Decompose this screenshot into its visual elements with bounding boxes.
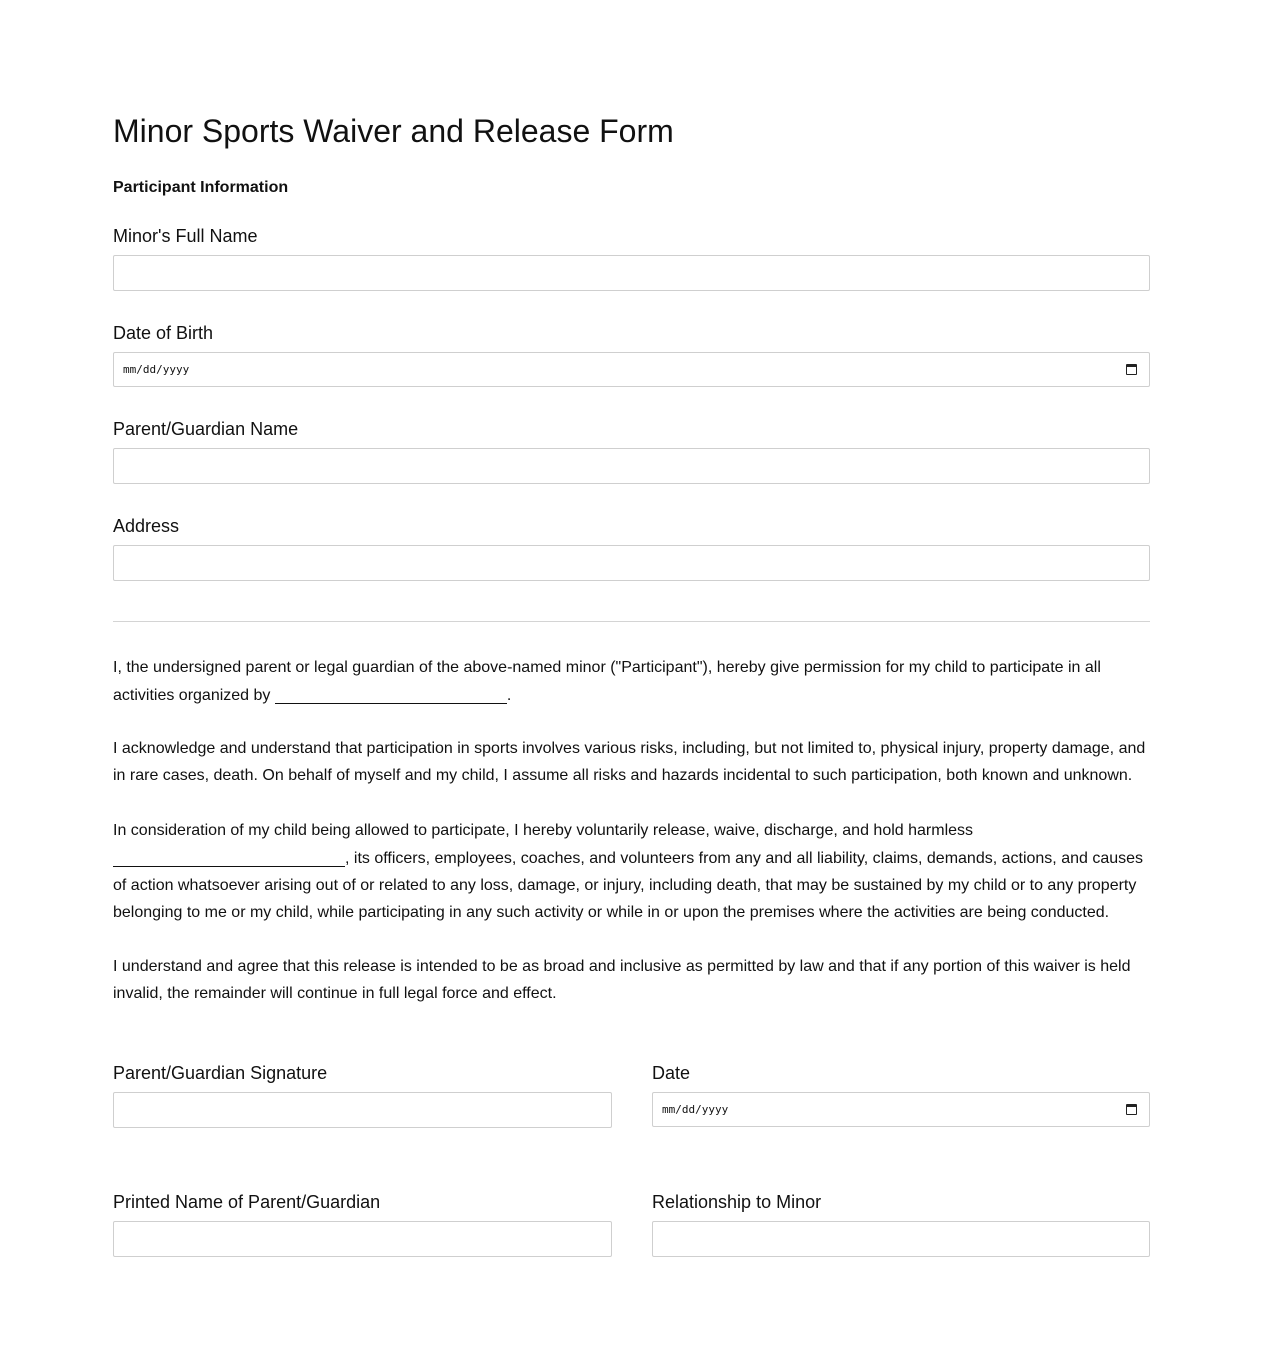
calendar-icon[interactable] [1126, 1104, 1137, 1115]
waiver-paragraph-severability: I understand and agree that this release is intended to be as broad and inclusive as permitted by law and that if any portion of this waiver is held invalid, the remainder will continue in full legal force and effect. [113, 958, 1131, 1002]
date-label-wrap [652, 1062, 690, 1084]
guardian-signature-label: Parent/Guardian Signature [113, 1063, 328, 1083]
guardian-name-label-wrap [113, 418, 298, 440]
calendar-icon[interactable] [1126, 364, 1137, 375]
printed-name-label: Printed Name of Parent/Guardian [113, 1192, 381, 1212]
waiver-paragraph-permission [113, 654, 1150, 709]
relationship-label-wrap [652, 1191, 821, 1213]
dob-placeholder: mm/dd/yyyy [123, 363, 190, 376]
minor-name-label: Minor's Full Name [113, 226, 258, 246]
dob-label-wrap [113, 322, 213, 344]
signature-date-input[interactable] [652, 1092, 1150, 1127]
guardian-signature-input[interactable] [113, 1092, 612, 1128]
page-title: Minor Sports Waiver and Release Form [113, 113, 674, 149]
address-label-wrap [113, 515, 179, 537]
address-label: Address [113, 516, 180, 536]
signature-date-label: Date [652, 1063, 691, 1083]
section-divider [113, 621, 1150, 622]
relationship-input[interactable] [652, 1221, 1150, 1257]
guardian-name-label: Parent/Guardian Name [113, 419, 299, 439]
address-input[interactable] [113, 545, 1150, 581]
minor-name-input[interactable] [113, 255, 1150, 291]
printed-name-label-wrap [113, 1191, 380, 1213]
dob-label: Date of Birth [113, 323, 214, 343]
waiver-p3-text: In consideration of my child being allowed to participate, I hereby voluntarily release, waive, discharge, and hold harmless [113, 822, 974, 839]
waiver-p1-end: . [506, 687, 512, 704]
waiver-p3-rest: , its officers, employees, coaches, and volunteers from any and all liability, claims, demands, actions, and causes of action whatsoever arising out of or related to any loss, damage, or injury, including death, that may be sustained by my child or to any property belonging to me or my child, while participating in any such activity or while in or upon the premises where the activities are being conducted. [113, 850, 1144, 921]
signature-date-placeholder: mm/dd/yyyy [662, 1103, 729, 1116]
guardian-name-input[interactable] [113, 448, 1150, 484]
waiver-p1-text: I, the undersigned parent or legal guardian of the above-named minor ("Participant"), hereby give permission for my child to participate in all activities organized by [113, 659, 1101, 704]
printed-name-input[interactable] [113, 1221, 612, 1257]
waiver-paragraph-release [113, 817, 1150, 926]
section-heading-participant-info: Participant Information [113, 179, 289, 196]
dob-date-input[interactable] [113, 352, 1150, 387]
minor-name-label-wrap [113, 225, 257, 247]
organizer-blank-line [275, 685, 507, 704]
signature-label-wrap [113, 1062, 327, 1084]
waiver-paragraph-risks: I acknowledge and understand that participation in sports involves various risks, including, but not limited to, physical injury, property damage, and in rare cases, death. On behalf of myself and my child, I assume all risks and hazards incidental to such participation, both known and unknown. [113, 740, 1146, 784]
relationship-label: Relationship to Minor [652, 1192, 822, 1212]
release-party-blank-line [113, 848, 345, 867]
